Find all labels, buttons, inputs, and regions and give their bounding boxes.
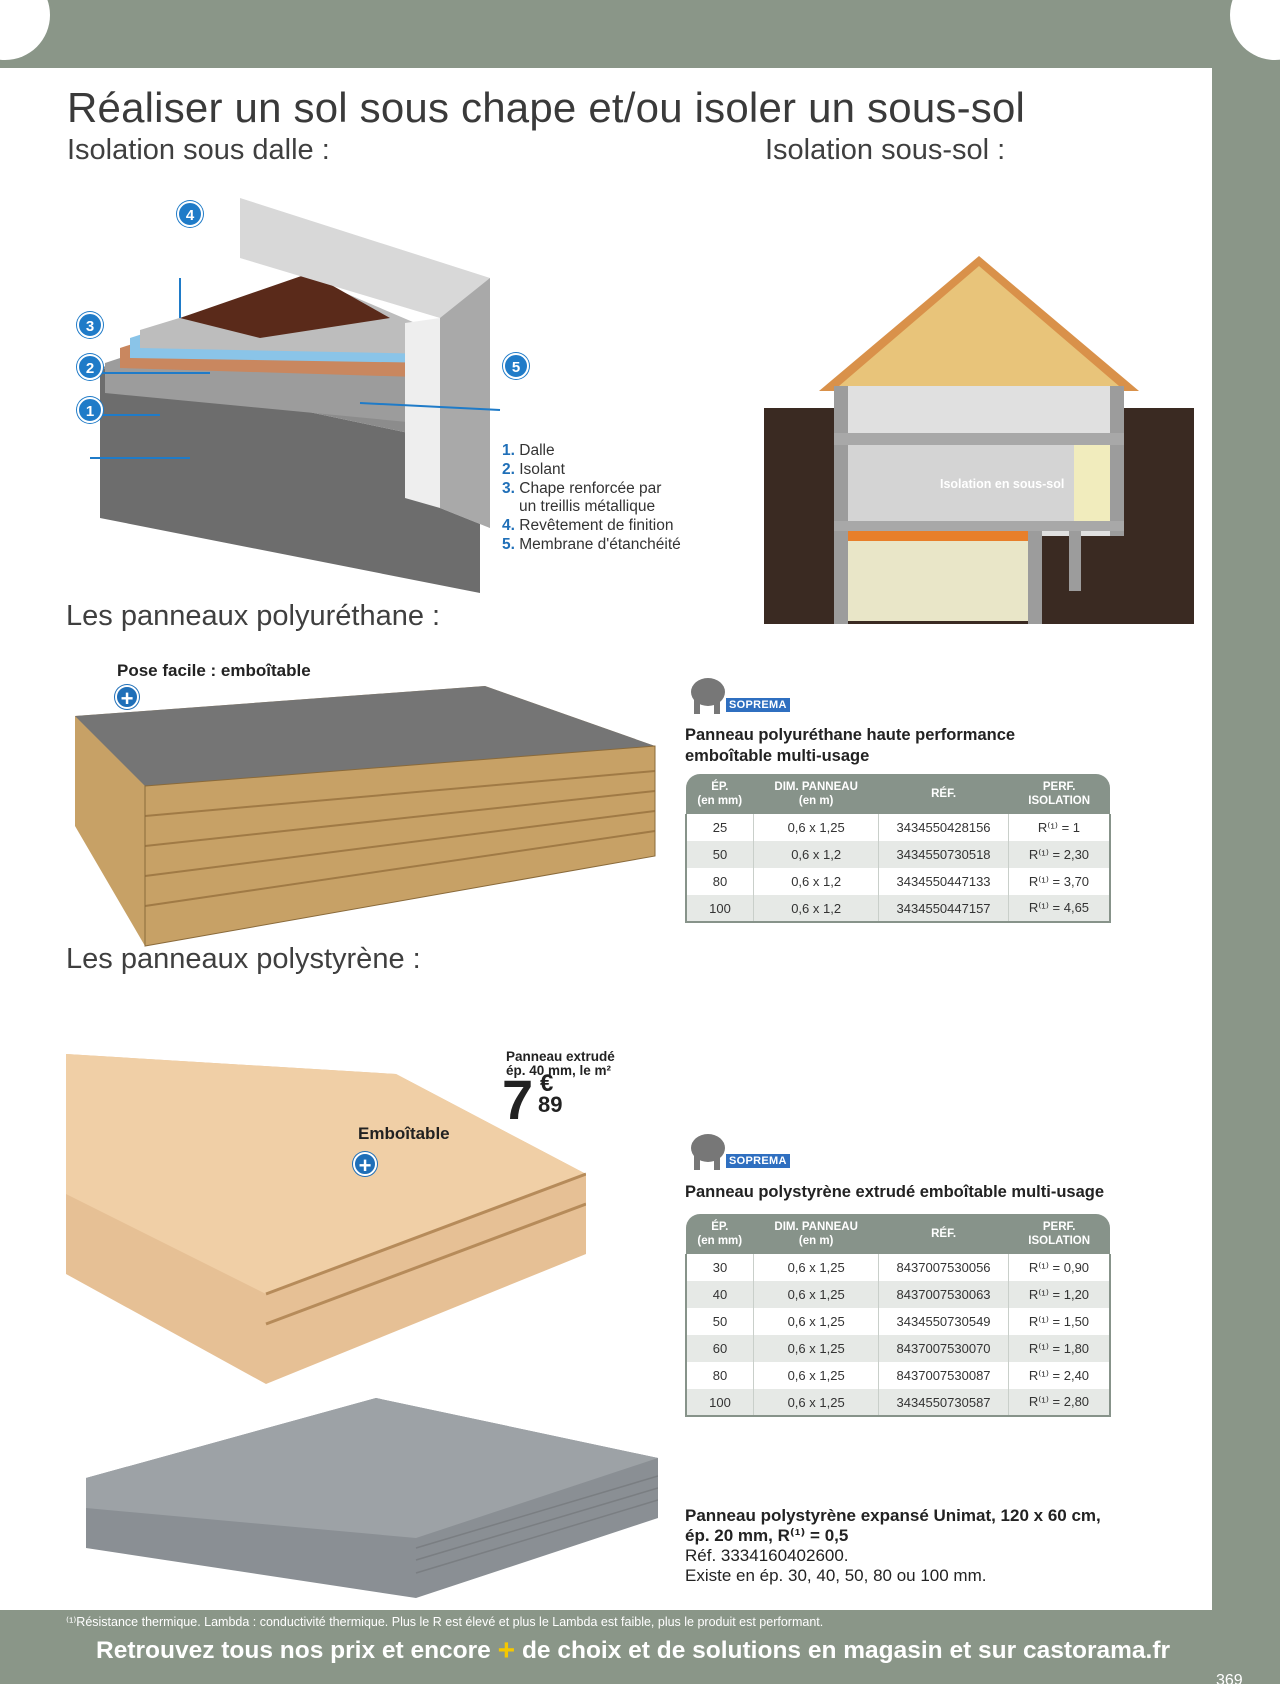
expanded-polystyrene-image [86, 1398, 658, 1608]
legend-item: 1. Dalle [502, 442, 555, 459]
legend-item: un treillis métallique [519, 498, 656, 516]
table-row: 50 0,6 x 1,2 3434550730518 R⁽¹⁾ = 2,30 [686, 841, 1110, 868]
soprema-logo: SOPREMA [686, 672, 826, 716]
footer-tagline: Retrouvez tous nos prix et encore + de choix et de solutions en magasin et sur castorama.fr [96, 1634, 1171, 1667]
price-integer: 7 [502, 1068, 532, 1131]
legend-item: 5. Membrane d'étanchéité [502, 535, 681, 553]
legend-item: 2. Isolant [502, 460, 565, 478]
legend-item: 3. Chape renforcée par [502, 479, 662, 497]
callout-badge-2: 2 [77, 354, 103, 380]
plus-icon[interactable]: + [353, 1152, 377, 1176]
table-header-row [686, 774, 1110, 814]
table-row: 40 0,6 x 1,25 8437007530063 R⁽¹⁾ = 1,20 [686, 1281, 1110, 1308]
feature-label-emboitable: Pose facile : emboîtable [117, 661, 311, 680]
corner-decoration-right [1230, 0, 1280, 60]
diagram-legend [502, 442, 681, 555]
table-row: 30 0,6 x 1,25 8437007530056 R⁽¹⁾ = 0,90 [686, 1254, 1110, 1281]
plus-icon[interactable]: + [115, 685, 139, 709]
column-header: ÉP. (en mm) [686, 774, 754, 814]
table-row: 100 0,6 x 1,25 3434550730587 R⁽¹⁾ = 2,80 [686, 1389, 1110, 1416]
polystyrene-spec-table [685, 1214, 1111, 1417]
callout-badge-1: 1 [77, 397, 103, 423]
table-row: 50 0,6 x 1,25 3434550730549 R⁽¹⁾ = 1,50 [686, 1308, 1110, 1335]
callout-badge-3: 3 [77, 312, 103, 338]
callout-badge-4: 4 [177, 201, 203, 227]
heading-polystyrene: Les panneaux polystyrène : [66, 943, 421, 975]
column-header: RÉF. [879, 774, 1009, 814]
footnote: ⁽¹⁾Résistance thermique. Lambda : conductivité thermique. Plus le R est élevé et plus le Lambda est faible, plus le produit est performant. [66, 1615, 824, 1629]
feature-label-emboitable-ps: Emboîtable [358, 1124, 450, 1143]
elephant-icon [686, 1128, 726, 1172]
house-insulation-label: Isolation en sous-sol [940, 477, 1065, 491]
heading-polyurethane: Les panneaux polyuréthane : [66, 600, 441, 632]
price-cents: 89 [538, 1092, 563, 1117]
polyurethane-spec-table [685, 774, 1111, 923]
column-header: ÉP. (en mm) [686, 1214, 754, 1254]
table-row: 25 0,6 x 1,25 3434550428156 R⁽¹⁾ = 1 [686, 814, 1110, 841]
price-label: Panneau extrudé ép. 40 mm, le m² [506, 1049, 615, 1078]
table-row: 80 0,6 x 1,25 8437007530087 R⁽¹⁾ = 2,40 [686, 1362, 1110, 1389]
house-section-illustration [764, 186, 1194, 624]
product-title-polyurethane: Panneau polyuréthane haute performance emboîtable multi-usage [685, 726, 1016, 765]
legend-item: 4. Revêtement de finition [502, 517, 674, 535]
unimat-description: Panneau polystyrène expansé Unimat, 120 x 60 cm, ép. 20 mm, R⁽¹⁾ = 0,5 Réf. 3334160402600. Existe en ép. 30, 40, 50, 80 ou 100 mm. [685, 1506, 1101, 1585]
plus-icon: + [497, 1634, 516, 1667]
table-row: 100 0,6 x 1,2 3434550447157 R⁽¹⁾ = 4,65 [686, 895, 1110, 922]
table-row: 60 0,6 x 1,25 8437007530070 R⁽¹⁾ = 1,80 [686, 1335, 1110, 1362]
polyurethane-panels-image [65, 676, 665, 956]
soprema-logo: SOPREMA [686, 1128, 826, 1172]
column-header: DIM. PANNEAU (en m) [754, 1214, 879, 1254]
page-title: Réaliser un sol sous chape et/ou isoler un sous-sol [67, 84, 1026, 131]
floor-section-illustration [60, 198, 540, 598]
column-header: PERF. ISOLATION [1008, 774, 1110, 814]
corner-decoration-left [0, 0, 50, 60]
table-header-row [686, 1214, 1110, 1254]
column-header: DIM. PANNEAU (en m) [754, 774, 879, 814]
elephant-icon [686, 672, 726, 716]
subtitle-sous-sol: Isolation sous-sol : [765, 134, 1006, 166]
column-header: RÉF. [879, 1214, 1009, 1254]
table-row: 80 0,6 x 1,2 3434550447133 R⁽¹⁾ = 3,70 [686, 868, 1110, 895]
column-header: PERF. ISOLATION [1008, 1214, 1110, 1254]
callout-badge-5: 5 [503, 353, 529, 379]
product-title-polystyrene: Panneau polystyrène extrudé emboîtable multi-usage [685, 1183, 1105, 1201]
subtitle-sous-dalle: Isolation sous dalle : [67, 134, 330, 166]
catalog-page [0, 68, 1212, 1610]
page-number: 369 [1216, 1672, 1243, 1684]
price-currency: € [540, 1070, 554, 1097]
